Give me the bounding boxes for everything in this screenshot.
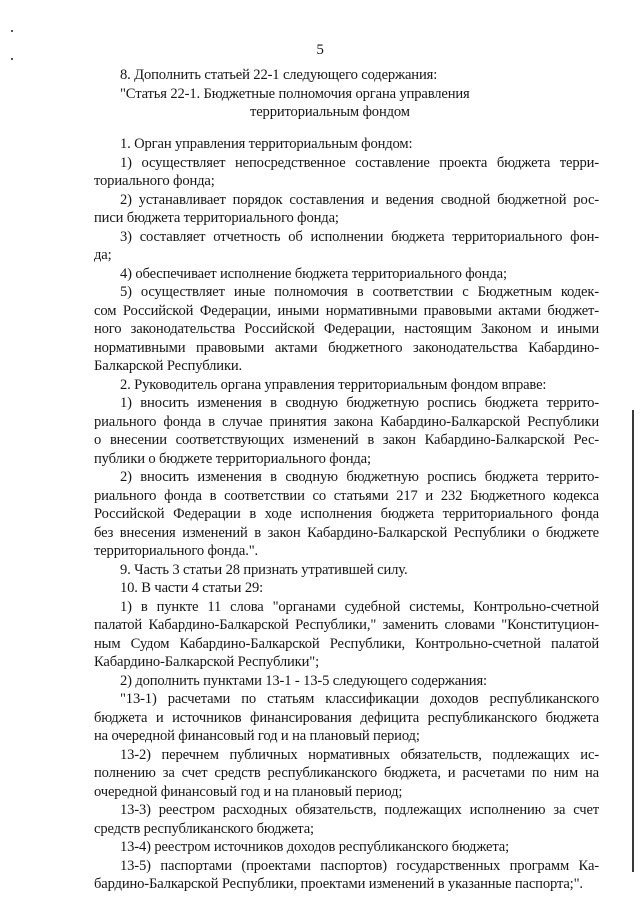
text-line: средств республиканского бюджета; xyxy=(94,820,314,837)
text-line: "13-1) расчетами по статьям классификации доходов республиканского xyxy=(120,691,599,707)
text-line: 1) в пункте 11 слова "органами судебной системы, Контрольно-счетной xyxy=(120,598,599,615)
text-line: 3) составляет отчетность об исполнении бюджета территориального фон- xyxy=(120,228,599,245)
text-line: 5) осуществляет иные полномочия в соответствии с Бюджетным кодек- xyxy=(120,284,599,300)
text-line: Балкарской Республики. xyxy=(94,358,243,374)
article-title-line-1: "Статья 22-1. Бюджетные полномочия органа управления xyxy=(120,85,470,102)
text-line: 13-4) реестром источников доходов республиканского бюджета; xyxy=(120,839,510,855)
text-line: на очередной финансовый год и на плановый период; xyxy=(94,728,420,744)
scan-edge-shadow xyxy=(632,410,634,872)
text-line: о внесении соответствующих изменений в закон Кабардино-Балкарской Рес- xyxy=(94,432,599,448)
text-line: 13-3) реестром расходных обязательств, подлежащих исполнению за счет xyxy=(120,802,599,818)
text-line: ным Судом Кабардино-Балкарской Республики, Контрольно-счетной палатой xyxy=(94,635,599,652)
scan-speck xyxy=(11,30,13,32)
text-line: 2) дополнить пунктами 13-1 - 13-5 следующего содержания: xyxy=(120,672,487,689)
text-line: писи бюджета территориального фонда; xyxy=(94,210,339,226)
text-line: сом Российской Федерации, иными нормативными правовыми актами бюджет- xyxy=(94,302,599,319)
amendment-item-8: 8. Дополнить статьей 22-1 следующего содержания: xyxy=(120,67,438,83)
text-line: бардино-Балкарской Республики, проектами изменений в указанные паспорта;". xyxy=(94,876,583,892)
text-line: бюджета и источников финансирования дефицита республиканского бюджета xyxy=(94,709,599,726)
article-title-line-2: территориальным фондом xyxy=(250,104,410,120)
text-line: 13-2) перечнем публичных нормативных обязательств, подлежащих ис- xyxy=(120,746,599,763)
text-line: 2. Руководитель органа управления территориальным фондом вправе: xyxy=(120,376,547,393)
text-line: риального фонда в случае принятия закона Кабардино-Балкарской Республики xyxy=(94,413,599,430)
text-line: 2) устанавливает порядок составления и ведения сводной бюджетной рос- xyxy=(120,191,599,208)
text-line: 4) обеспечивает исполнение бюджета территориального фонда; xyxy=(120,265,507,282)
text-line: 1. Орган управления территориальным фондом: xyxy=(120,136,413,152)
article-header xyxy=(94,66,599,122)
text-line: территориального фонда.". xyxy=(94,543,259,559)
text-line: 13-5) паспортами (проектами паспортов) государственных программ Ка- xyxy=(120,857,599,874)
text-line: полнению за счет средств республиканского бюджета, и расчетами по ним на xyxy=(94,765,599,781)
text-line: 10. В части 4 статьи 29: xyxy=(120,580,264,596)
text-line: без внесения изменений в закон Кабардино-Балкарской Республики о бюджете xyxy=(94,524,599,541)
text-line: нормативными правовыми актами бюджетного законодательства Кабардино- xyxy=(94,339,599,356)
text-line: риального фонда в соответствии со статьями 217 и 232 Бюджетного кодекса xyxy=(94,487,599,504)
text-line: 1) осуществляет непосредственное составление проекта бюджета терри- xyxy=(120,154,599,171)
text-line: 2) вносить изменения в сводную бюджетную роспись бюджета террито- xyxy=(120,469,599,485)
text-line: публики о бюджете территориального фонда; xyxy=(94,450,371,467)
document-body xyxy=(94,135,599,894)
text-line: ториального фонда; xyxy=(94,173,215,189)
text-line: Российской Федерации в ходе исполнения бюджета территориального фонда xyxy=(94,506,599,522)
text-line: 9. Часть 3 статьи 28 признать утратившей силу. xyxy=(120,561,408,578)
text-line: 1) вносить изменения в сводную бюджетную роспись бюджета террито- xyxy=(120,395,599,411)
text-line: ного законодательства Российской Федерации, настоящим Законом и иными xyxy=(94,321,599,337)
page-number: 5 xyxy=(316,42,324,58)
text-line: палатой Кабардино-Балкарской Республики," заменить словами "Конституцион- xyxy=(94,617,599,633)
text-line: да; xyxy=(94,247,112,263)
text-line: очередной финансовый год и на плановый период; xyxy=(94,783,403,800)
text-line: Кабардино-Балкарской Республики"; xyxy=(94,654,319,670)
